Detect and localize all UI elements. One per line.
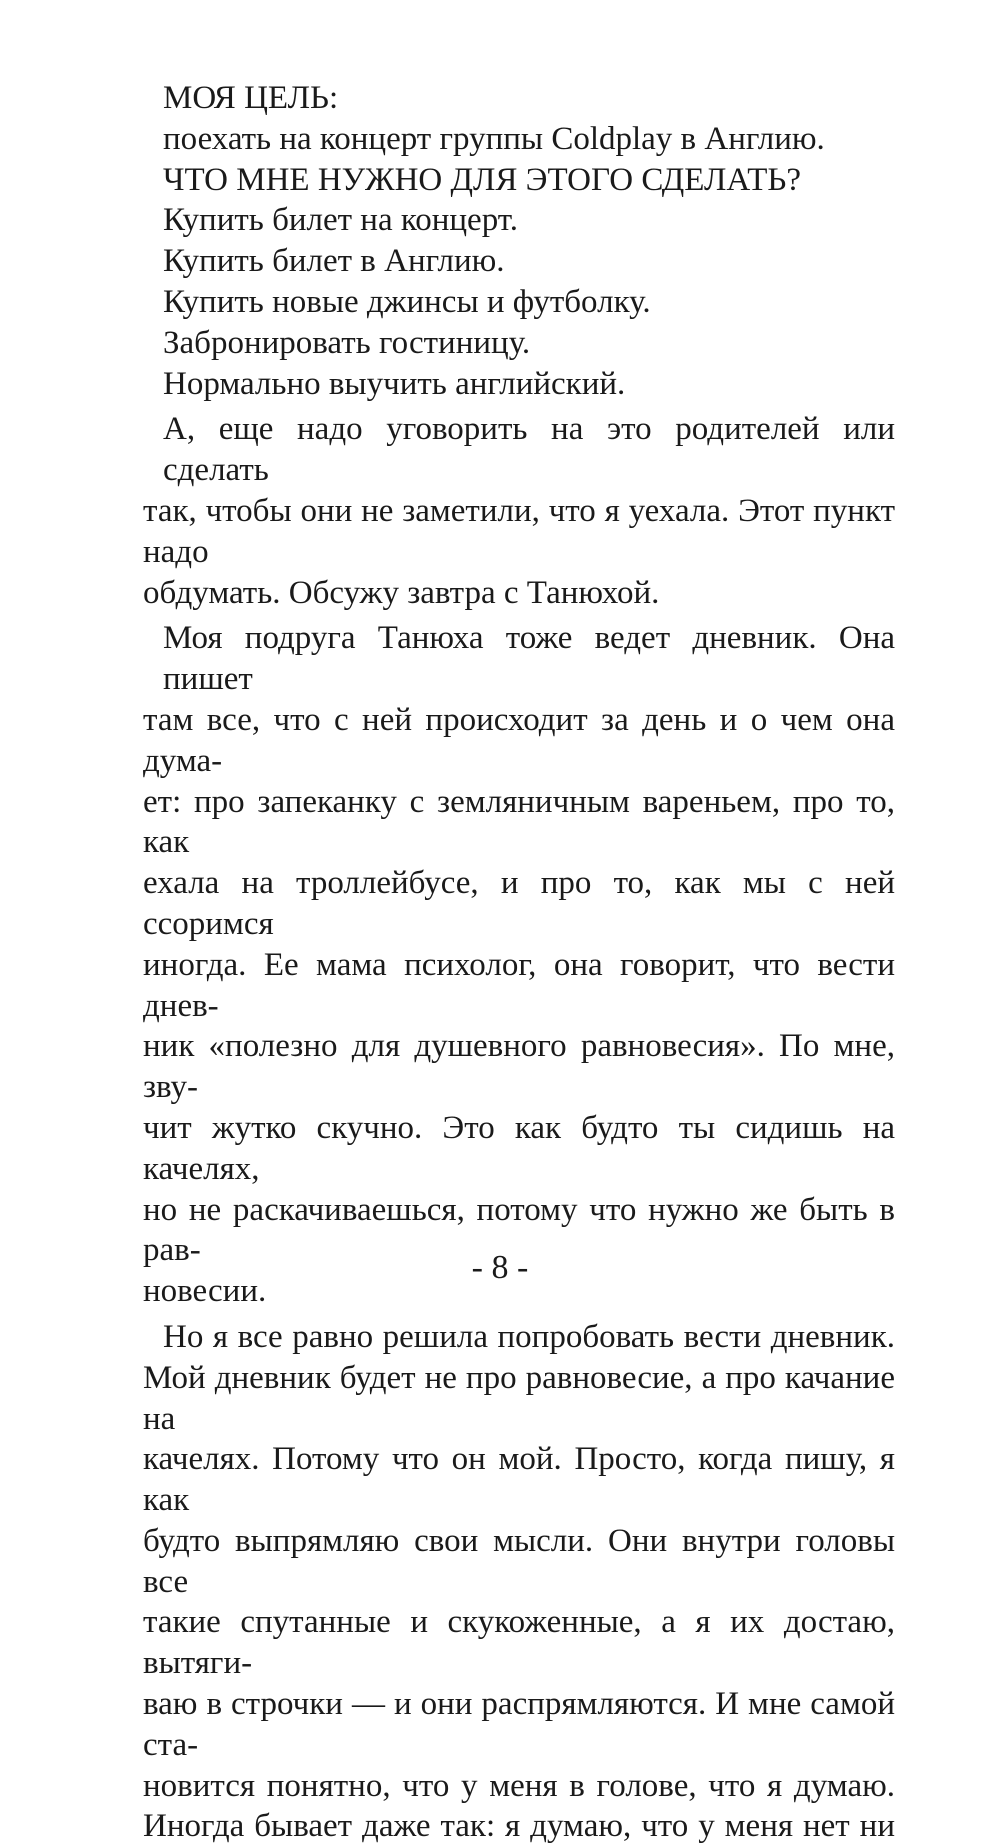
paragraph-line: будто выпрямляю свои мысли. Они внутри головы все bbox=[143, 1522, 895, 1600]
paragraph-line: Иногда бывает даже так: я думаю, что у меня нет ни bbox=[143, 1808, 895, 1845]
paragraph-line: ник «полезно для душевного равновесия». По мне, зву- bbox=[143, 1028, 895, 1106]
paragraph-line: ваю в строчки — и они распрямляются. И мне самой ста- bbox=[143, 1686, 895, 1763]
page-text bbox=[143, 78, 895, 1847]
paragraph-line: обдумать. Обсужу завтра с Танюхой. bbox=[143, 574, 660, 611]
paragraph-line: Моя подруга Танюха тоже ведет дневник. Она пишет bbox=[163, 620, 895, 698]
paragraph-line: новится понятно, что у меня в голове, что я думаю. bbox=[143, 1767, 895, 1804]
paragraph-line: такие спутанные и скукоженные, а я их достаю, вытяги- bbox=[143, 1604, 895, 1682]
paragraph-line: чит жутко скучно. Это как будто ты сидишь на качелях, bbox=[143, 1109, 895, 1187]
paragraph bbox=[143, 1317, 895, 1847]
paragraph-line: ехала на троллейбусе, и про то, как мы с ней ссоримся bbox=[143, 865, 895, 942]
todo-item: Купить билет на концерт. bbox=[163, 202, 518, 239]
todo-heading: ЧТО МНЕ НУЖНО ДЛЯ ЭТОГО СДЕЛАТЬ? bbox=[163, 161, 802, 198]
goal-heading: МОЯ ЦЕЛЬ: bbox=[163, 80, 339, 116]
goal-text: поехать на концерт группы Coldplay в Англию. bbox=[163, 120, 825, 157]
todo-item: Нормально выучить английский. bbox=[163, 365, 626, 402]
paragraph bbox=[143, 618, 895, 1312]
paragraph-line: новесии. bbox=[143, 1273, 267, 1310]
page-number: - 8 - bbox=[471, 1249, 529, 1286]
todo-item: Купить новые джинсы и футболку. bbox=[163, 283, 651, 320]
todo-item: Забронировать гостиницу. bbox=[163, 324, 531, 361]
todo-item: Купить билет в Англию. bbox=[163, 243, 505, 280]
paragraph-line: Но я все равно решила попробовать вести дневник. bbox=[163, 1318, 895, 1355]
paragraph-line: ет: про запеканку с земляничным вареньем, про то, как bbox=[143, 783, 895, 861]
paragraph-line: там все, что с ней происходит за день и о чем она дума- bbox=[143, 701, 895, 779]
paragraph-line: но не раскачиваешься, потому что нужно же быть в рав- bbox=[143, 1191, 895, 1269]
paragraph-line: так, чтобы они не заметили, что я уехала. Этот пункт надо bbox=[143, 492, 895, 570]
paragraph-line: А, еще надо уговорить на это родителей или сделать bbox=[163, 411, 895, 489]
paragraph bbox=[143, 409, 895, 613]
paragraph-line: Мой дневник будет не про равновесие, а про качание на bbox=[143, 1359, 895, 1437]
paragraph-line: иногда. Ее мама психолог, она говорит, что вести днев- bbox=[143, 946, 895, 1024]
paragraph-line: качелях. Потому что он мой. Просто, когда пишу, я как bbox=[143, 1441, 895, 1519]
